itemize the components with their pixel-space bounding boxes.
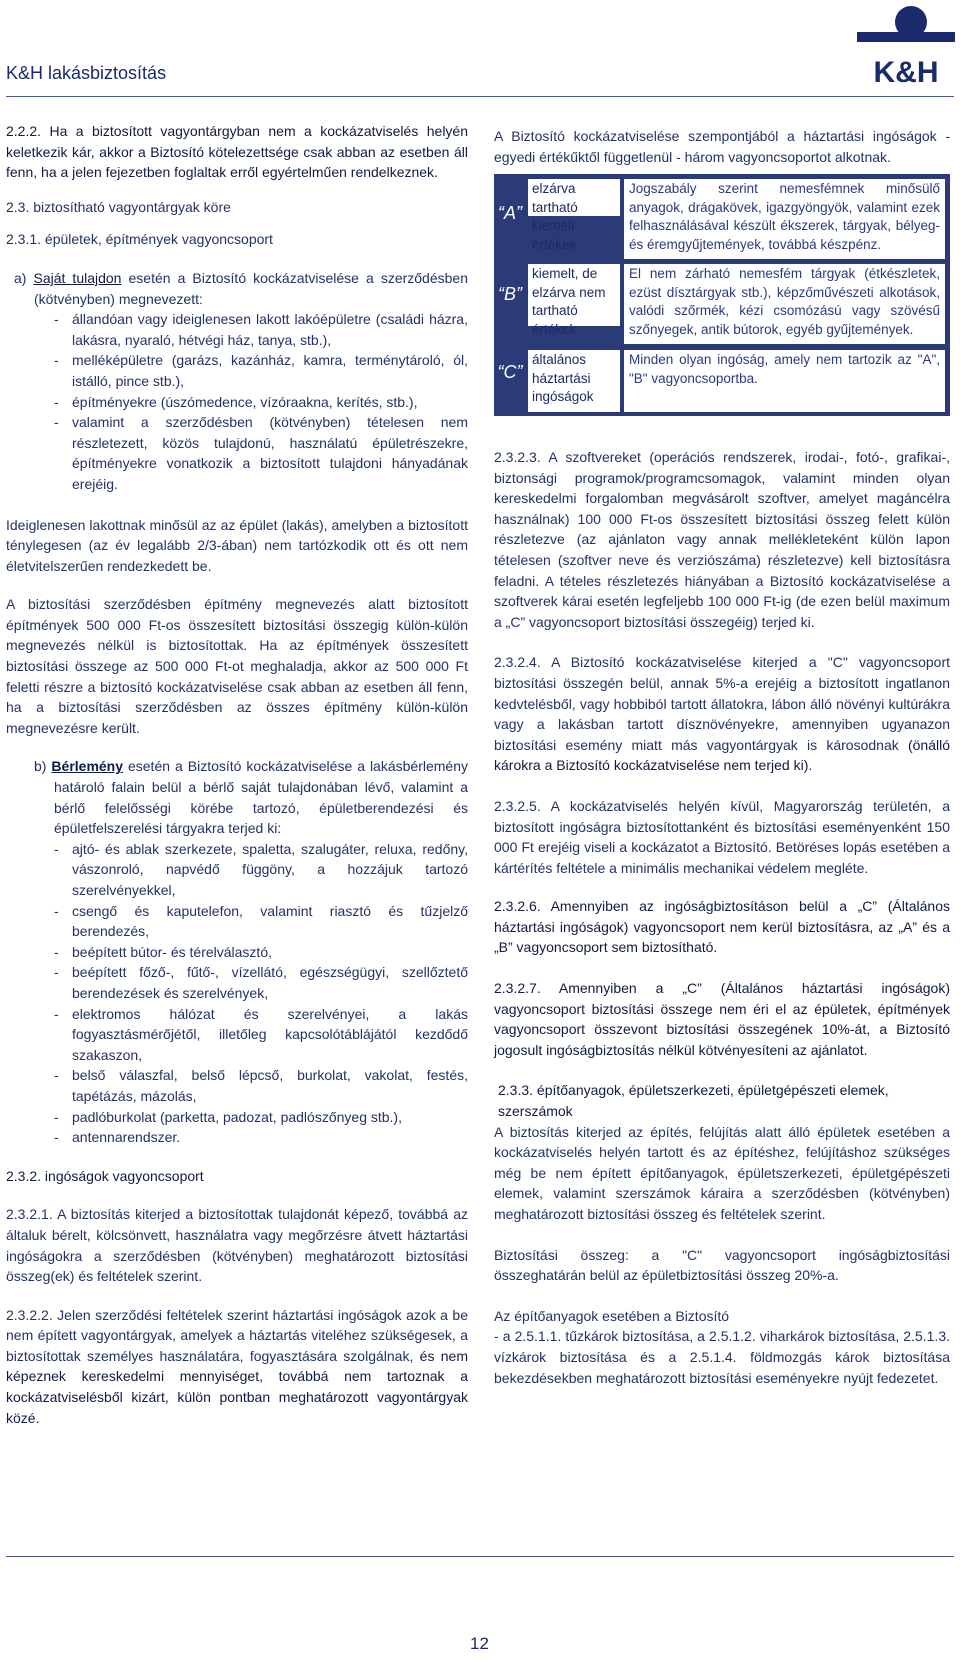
section-2-3-2-4 — [494, 652, 950, 776]
item-a — [6, 268, 468, 309]
item-a-prefix: a) — [14, 269, 34, 286]
list-item: - melléképületre (garázs, kazánház, kamra, terménytároló, ól, istálló, pince stb.), — [54, 350, 468, 391]
item-b-list — [6, 839, 468, 1148]
heading-2-3: 2.3. biztosítható vagyontárgyak köre — [6, 198, 231, 215]
table-row-c — [494, 350, 950, 412]
header-divider — [6, 96, 954, 97]
right-column — [494, 126, 950, 167]
footer-divider — [6, 1556, 954, 1557]
row-key: “B” — [498, 284, 522, 304]
section-2-3-2-2 — [6, 1305, 468, 1429]
heading-2-3-2: 2.3.2. ingóságok vagyoncsoport — [6, 1167, 204, 1184]
item-b-prefix: b) — [34, 758, 52, 775]
section-2-2-2: 2.2.2. Ha a biztosított vagyontárgyban nem a kockázatviselés helyén keletkezik kár, akkor a Biztosító kötelezettsége csak abban az esetben áll fenn, ha a jelen fejezetben foglaltak erről egyértelműen rendelkeznek. — [6, 123, 468, 181]
para-epitoanyag-title: Az építőanyagok esetében a Biztosító — [494, 1307, 730, 1324]
ingosag-intro: A Biztosító kockázatviselése szempontjából a háztartási ingóságok - egyedi értékűktől függetlenül - három vagyoncsoportot alkotnak. — [494, 128, 950, 165]
heading-2-3-3: 2.3.3. építőanyagok, épületszerkezeti, épületgépészeti elemek, szerszámok — [498, 1082, 889, 1120]
section-2-3-3: A biztosítás kiterjed az építés, felújítás alatt álló épületek esetében a kockázatviselés helyén tartott és az építéshez, felújításhoz szükséges még be nem épített építőanyagok, épületszerkezeti, épületgépészeti elemek, valamint szerszámok káraira a szerződésben (kötvényben) meghatározott biztosítási összeg és feltételek szerint. — [494, 1123, 950, 1222]
item-a-bold: Saját tulajdon — [33, 269, 122, 286]
row-label: elzárva tartható kiemelt értékek — [528, 179, 620, 216]
list-item: - beépített főző-, fűtő-, vízellátó, egészségügyi, szellőztető berendezések és szerelvények, — [54, 962, 468, 1003]
left-column — [6, 121, 468, 1428]
para-ideiglenes: Ideiglenesen lakottnak minősül az az épület (lakás), amelyben a biztosított ténylegesen (az év legalább 2/3-ában) nem tartózkodik ott és ott nem életvitelszerűen rendezkedett be. — [6, 516, 468, 574]
row-description: Minden olyan ingóság, amely nem tartozik az "A", "B" vagyoncsoportba. — [624, 350, 945, 412]
heading-2-3-1: 2.3.1. épületek, építmények vagyoncsoport — [6, 231, 273, 248]
list-item: - állandóan vagy ideiglenesen lakott lakóépületre (családi házra, lakásra, nyaraló, hétvégi ház, tanya, stb.), — [54, 309, 468, 350]
section-2-3-2-3: 2.3.2.3. A szoftvereket (operációs rendszerek, irodai-, fotó-, grafikai-, biztonsági programok/programcsomagok, valamint minden olyan kereskedelmi forgalomban megvásárolt szoftver, amelyet magáncélra használnak) 100 000 Ft-os összesített biztosítási összeg felett külön részletezve (az ajánlaton vagy annak mellékleteként külön lapon tételesen (szoftver neve és verziószáma) részletezve) kell biztosításra feladni. A tételes részletezés hiányában a Biztosító kockázatviselése a szoftverek kárai esetén legfeljebb 100 000 Ft-ig (de ezen belül maximum a „C” vagyoncsoport biztosítási összegéig) terjed ki. — [494, 449, 950, 630]
list-item: - belső válaszfal, belső lépcső, burkolat, vakolat, festés, tapétázás, mázolás, — [54, 1065, 468, 1106]
list-item: - elektromos hálózat és szerelvényei, a lakás fogyasztásmérőjétől, illetőleg kapcsolótáblájától kezdődő szakaszon, — [54, 1004, 468, 1066]
list-item: - padlóburkolat (parketta, padozat, padlószőnyeg stb.), — [54, 1107, 468, 1128]
item-b — [6, 756, 468, 838]
list-item: - beépített bútor- és térelválasztó, — [54, 942, 468, 963]
list-item: - antennarendszer. — [54, 1127, 468, 1148]
item-a-rest: esetén a Biztosító kockázatviselése a szerződésben (kötvényben) megnevezett: — [34, 269, 468, 307]
header-title: K&H lakásbiztosítás — [6, 63, 167, 83]
para-biztositasi-osszeg: Biztosítási összeg: a "C" vagyoncsoport ingóságbiztosítási összeghatárán belül az épületbiztosítási összeg 20%-a. — [494, 1246, 950, 1284]
row-label: általános háztartási ingóságok — [528, 350, 620, 412]
row-description: Jogszabály szerint nemesfémnek minősülő anyagok, drágakövek, igazgyöngyök, valamint ezek felhasználásával készült ékszerek, tárgyak, bélyeg- és éremgyűjtemények, továbbá készpénz. — [624, 179, 945, 259]
row-label: kiemelt, de elzárva nem tartható értékek — [528, 264, 620, 326]
table-row-b — [494, 264, 950, 344]
right-column-body — [494, 447, 950, 1388]
item-b-bold: Bérlemény — [51, 758, 124, 775]
ingosag-table — [494, 174, 950, 416]
para-epitoanyag-body: - a 2.5.1.1. tűzkárok biztosítása, a 2.5.1.2. viharkárok biztosítása, 2.5.1.3. vízkárok biztosítása és a 2.5.1.4. földmozgás károk biztosítása bekezdésekben meghatározott biztosítási eseményekre nyújt fedezetet. — [494, 1328, 950, 1386]
kh-logo — [853, 2, 959, 86]
para-epitmeny: A biztosítási szerződésben építmény megnevezés alatt biztosított építmények 500 000 Ft-os összesített biztosítási összegig külön-külön megnevezés nélkül is biztosítottak. Ha az építmények összesített biztosítási összege az 500 000 Ft-ot meghaladja, akkor az 500 000 Ft feletti részre a biztosító kockázatviselése csak abban az esetben áll fenn, ha a biztosítási szerződésben az összes építmény külön-külön megnevezésre került. — [6, 596, 468, 736]
list-item: - csengő és kaputelefon, valamint riasztó és tűzjelző berendezés, — [54, 901, 468, 942]
row-description: El nem zárható nemesfém tárgyak (étkészletek, ezüst dísztárgyak stb.), képzőművészeti alkotások, valódi szőrmék, kézi csomózású vagy szövésű szőnyegek, antik bútorok, egyéb gyűjtemények. — [624, 264, 945, 344]
table-row-a — [494, 179, 950, 259]
section-2-3-2-5: 2.3.2.5. A kockázatviselés helyén kívül, Magyarország területén, a biztosított ingóságra biztosítottanként és biztosítási eseményenként 150 000 Ft erejéig viseli a kockázatot a Biztosító. Betöréses lopás esetében a kártérítés feltétele a minimális mechanikai védelem megléte. — [494, 797, 950, 876]
row-key: “A” — [498, 203, 522, 223]
page-number: 12 — [470, 1634, 489, 1653]
section-2-3-2-4-bold: (önálló károkra a Biztosító kockázatviselése nem terjed ki) — [494, 736, 950, 774]
section-2-3-2-7: 2.3.2.7. Amennyiben a „C” (Általános háztartási ingóságok) vagyoncsoport biztosítási összege nem éri el az épületek, építmények vagyoncsoport összevont biztosítási összegének 10%-át, a Biztosító jogosult ingóságbiztosítás nélkül kötvényesíteni az ajánlatot. — [494, 980, 950, 1058]
section-2-3-2-4-text: 2.3.2.4. A Biztosító kockázatviselése kiterjed a "C" vagyoncsoport biztosítási összegén belül, annak 5%-a erejéig a biztosított ingatlanon kedvtelésből, vagy hobbiból tartott állatokra, lábon álló növényi kultúrákra vagy a lakásban tartott dísznövényekre, amennyiben ugyanazon biztosítási esemény miatt más vagyontárgyak is károsodnak — [494, 654, 950, 753]
section-2-3-2-4-end: . — [808, 757, 813, 774]
list-item: - építményekre (úszómedence, vízóraakna, kerítés, stb.), — [54, 392, 468, 413]
section-2-3-2-2-bold: és nem képeznek kereskedelmi mennyiséget, továbbá nem tartoznak a kockázatviselésből kizárt, külön pontban meghatározott vagyontárgyak közé. — [6, 1347, 468, 1426]
item-a-list — [6, 309, 468, 494]
list-item: - ajtó- és ablak szerkezete, spaletta, szalugáter, reluxa, redőny, vászonroló, napvédő függöny, a hozzájuk tartozó szerelvényekkel, — [54, 839, 468, 901]
row-key: “C” — [497, 362, 523, 382]
item-b-rest: esetén a Biztosító kockázatviselése a lakásbérlemény határoló falain belül a bérlő saját tulajdonában lévő, valamint a bérlő felelősségi körébe tartozó, épületberendezési és épületfelszerelési tárgyakra terjed ki: — [54, 758, 468, 837]
logo-bar — [857, 32, 955, 42]
list-item: - valamint a szerződésben (kötvényben) tételesen nem részletezett, közös tulajdonú, használatú épületrészekre, építményekre vonatkozik a biztosított tulajdoni hányadának erejéig. — [54, 412, 468, 494]
section-2-3-2-1: 2.3.2.1. A biztosítás kiterjed a biztosítottak tulajdonát képező, továbbá az általuk bérelt, kölcsönvett, használatra vagy megőrzésre átvett háztartási ingóságokra a szerződésben (kötvényben) meghatározott biztosítási összeg(ek) és feltételek szerint. — [6, 1206, 468, 1285]
section-2-3-2-2-text: 2.3.2.2. Jelen szerződési feltételek szerint háztartási ingóságok azok a be nem épített vagyontárgyak, amelyek a háztartás viteléhez szükségesek, a biztosítottak személyes használatára, fogyasztására szolgálnak, — [6, 1306, 468, 1364]
section-2-3-2-6: 2.3.2.6. Amennyiben az ingóságbiztosításon belül a „C” (Általános háztartási ingóságok) vagyoncsoport nem kerül biztosításra, az „A” és a „B” vagyoncsoport sem biztosítható. — [494, 898, 950, 956]
logo-text: K&H — [873, 56, 939, 86]
